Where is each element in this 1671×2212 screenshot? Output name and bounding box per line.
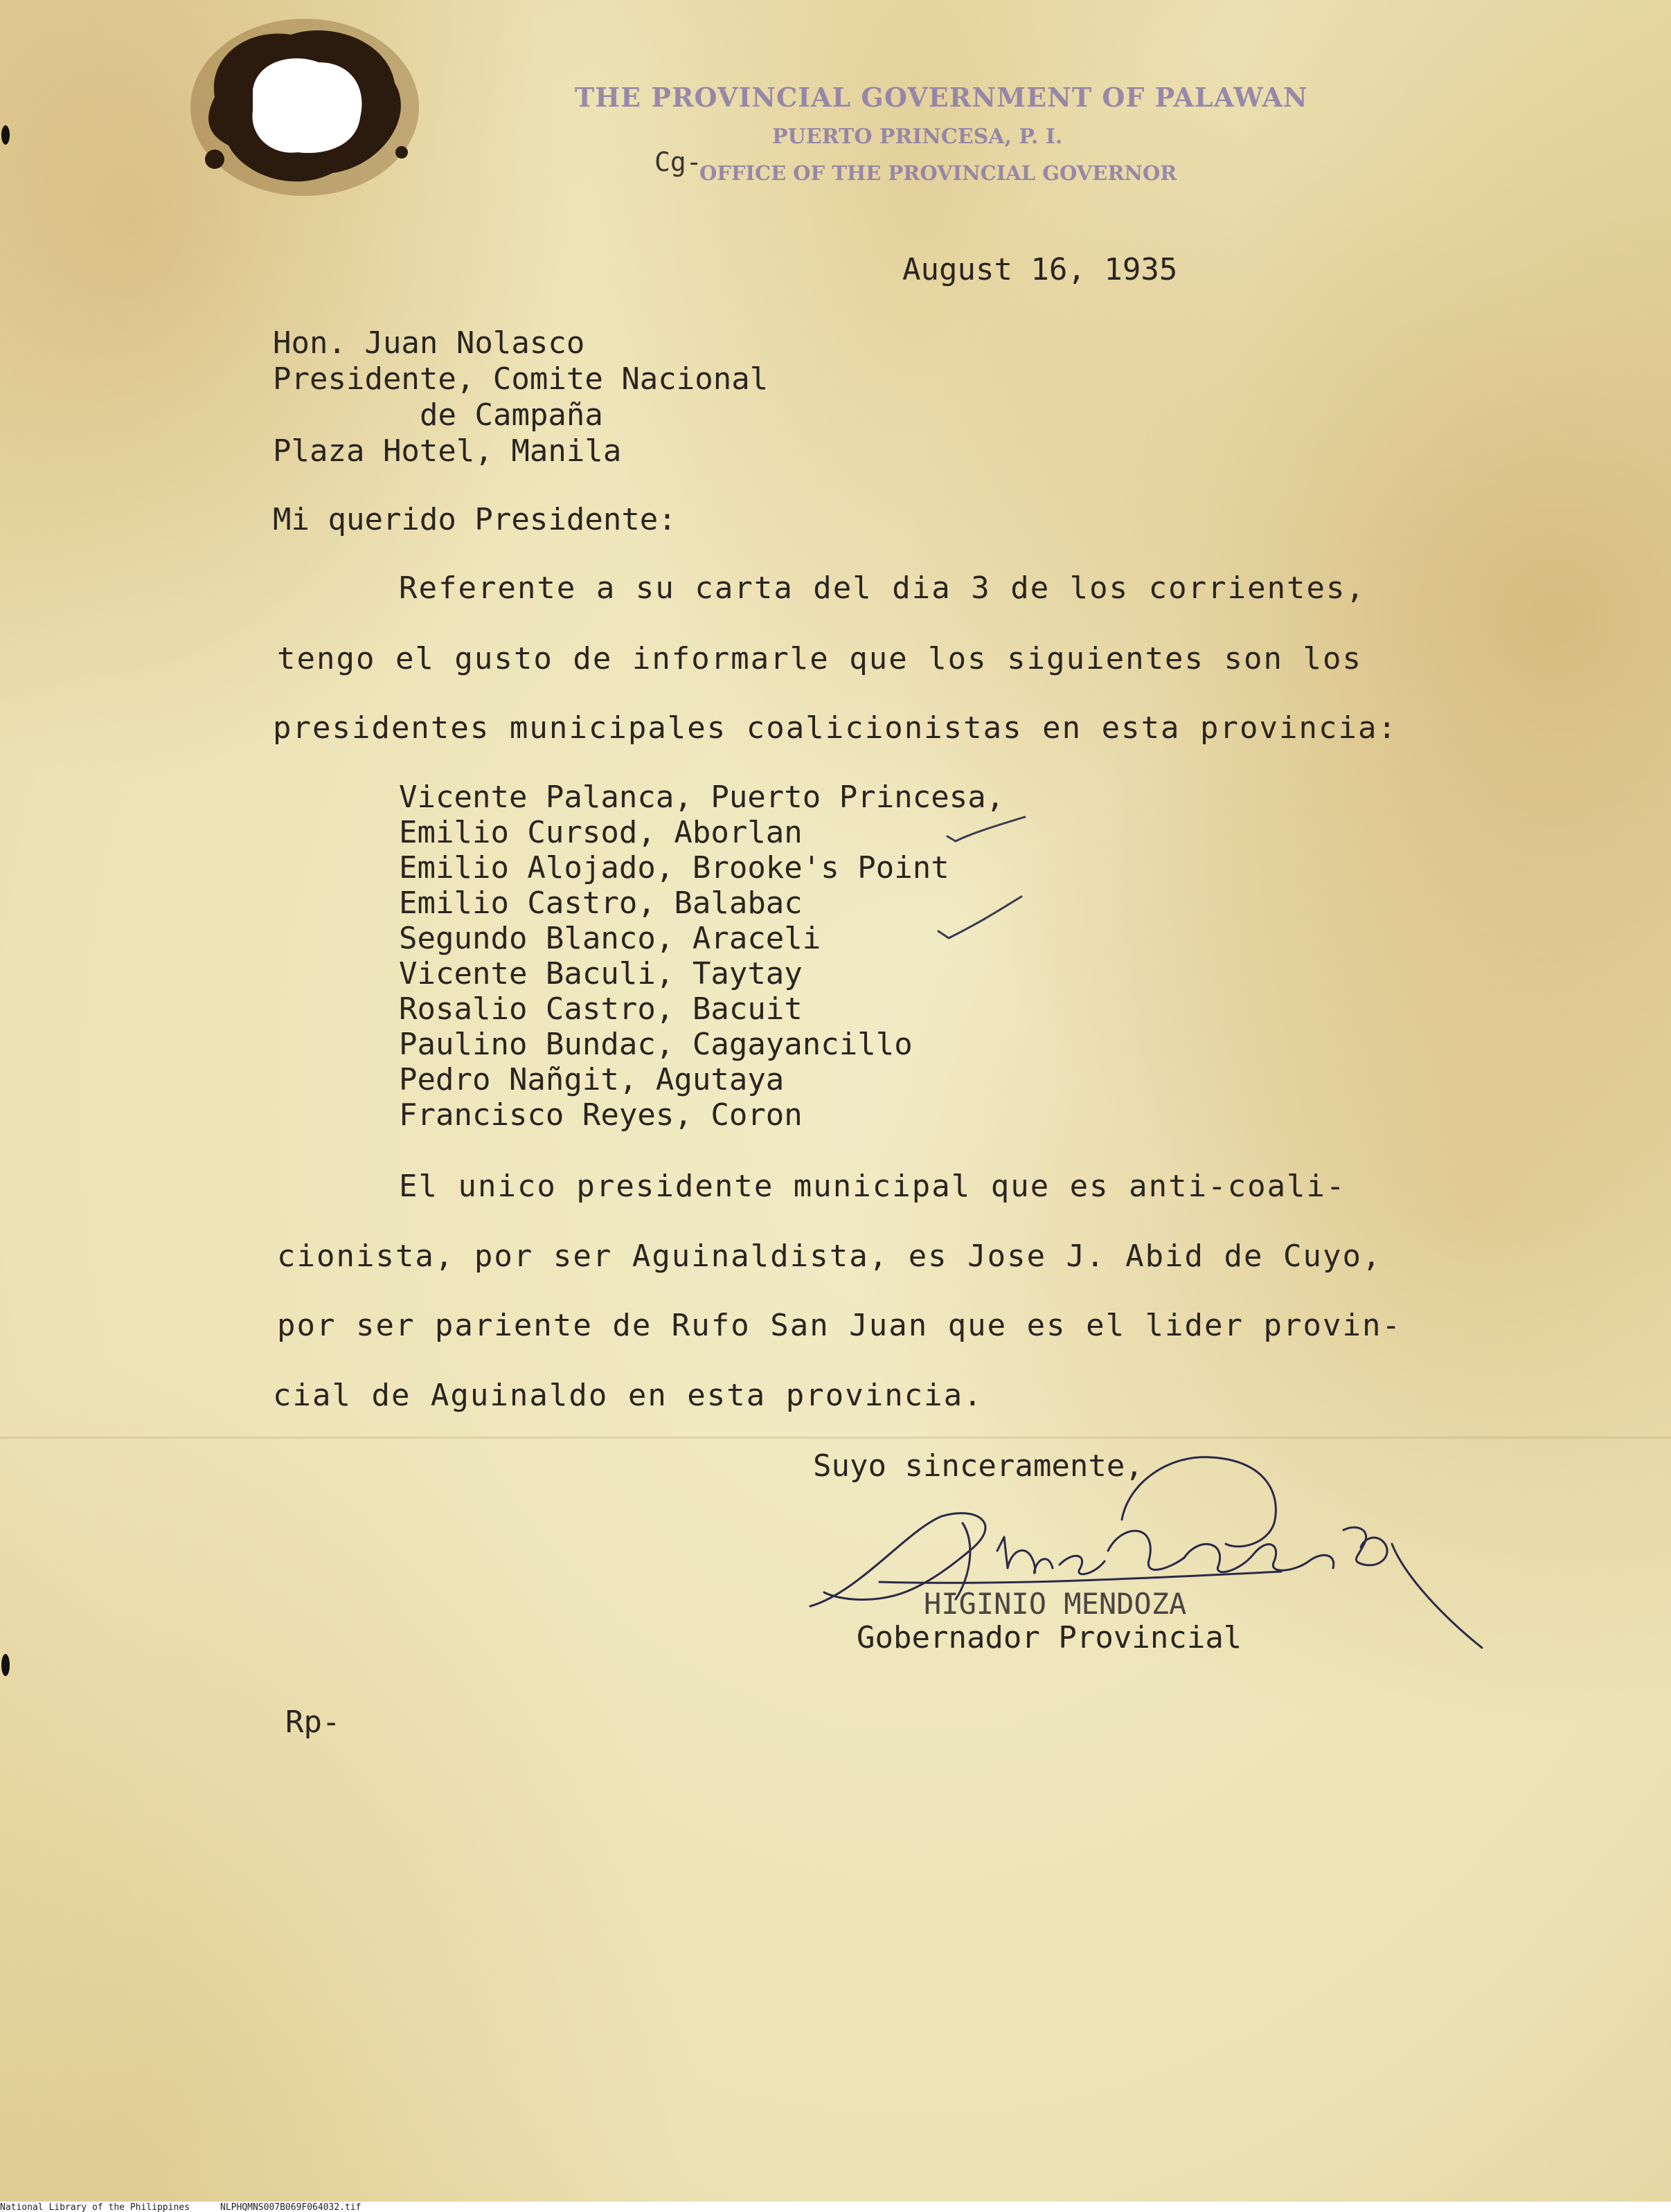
paragraph1-line1: Referente a su carta del dia 3 de los corrientes, [399, 570, 1366, 606]
president-list-item: Emilio Cursod, Aborlan [399, 815, 803, 850]
archive-source-label: National Library of the Philippines [0, 2202, 190, 2212]
president-list-item: Emilio Alojado, Brooke's Point [399, 850, 949, 885]
recipient-name: Hon. Juan Nolasco [273, 325, 585, 361]
paragraph1-line2: tengo el gusto de informarle que los siguientes son los [277, 641, 1362, 676]
signer-title: Gobernador Provincial [857, 1620, 1242, 1655]
initials-bottom: Rp- [285, 1705, 341, 1740]
recipient-address: Plaza Hotel, Manila [273, 433, 622, 469]
president-list-item: Pedro Nañgit, Agutaya [399, 1062, 785, 1097]
president-list-item: Vicente Baculi, Taytay [399, 956, 803, 991]
burn-hole [187, 14, 422, 201]
paragraph2-line3: por ser pariente de Rufo San Juan que es el lider provin- [277, 1308, 1402, 1343]
recipient-title: Presidente, Comite Nacional [273, 361, 769, 397]
president-list-item: Emilio Castro, Balabac [399, 885, 803, 921]
recipient-title-cont: de Campaña [420, 397, 603, 433]
president-list-item: Francisco Reyes, Coron [399, 1097, 803, 1133]
paper-fold-line [0, 1437, 1671, 1439]
initials-top: Cg- [654, 147, 702, 177]
signer-name: HIGINIO MENDOZA [924, 1587, 1187, 1621]
paragraph2-line1: El unico presidente municipal que es anti-coali- [399, 1169, 1346, 1204]
archive-file-label: NLPHQMNS007B069F064032.tif [220, 2202, 361, 2212]
stamp-line-3: OFFICE OF THE PROVINCIAL GOVERNOR [699, 161, 1177, 185]
president-list-item: Paulino Bundac, Cagayancillo [399, 1027, 913, 1062]
paragraph2-line4: cial de Aguinaldo en esta provincia. [273, 1378, 983, 1413]
paragraph1-line3: presidentes municipales coalicionistas en esta provincia: [273, 710, 1397, 746]
handwritten-signature [796, 1440, 1503, 1669]
president-list-item: Vicente Palanca, Puerto Princesa, [399, 780, 1005, 815]
president-list-item: Segundo Blanco, Araceli [399, 921, 821, 956]
stamp-line-1: THE PROVINCIAL GOVERNMENT OF PALAWAN [575, 82, 1308, 113]
salutation: Mi querido Presidente: [273, 502, 677, 537]
president-list-item: Rosalio Castro, Bacuit [399, 991, 803, 1027]
stamp-line-2: PUERTO PRINCESA, P. I. [772, 125, 1063, 149]
margin-spots [0, 125, 14, 1717]
paragraph2-line2: cionista, por ser Aguinaldista, es Jose J. Abid de Cuyo, [277, 1239, 1382, 1274]
pencil-check-marks [866, 803, 1046, 955]
letter-date: August 16, 1935 [902, 252, 1178, 287]
closing: Suyo sinceramente, [813, 1448, 1143, 1484]
